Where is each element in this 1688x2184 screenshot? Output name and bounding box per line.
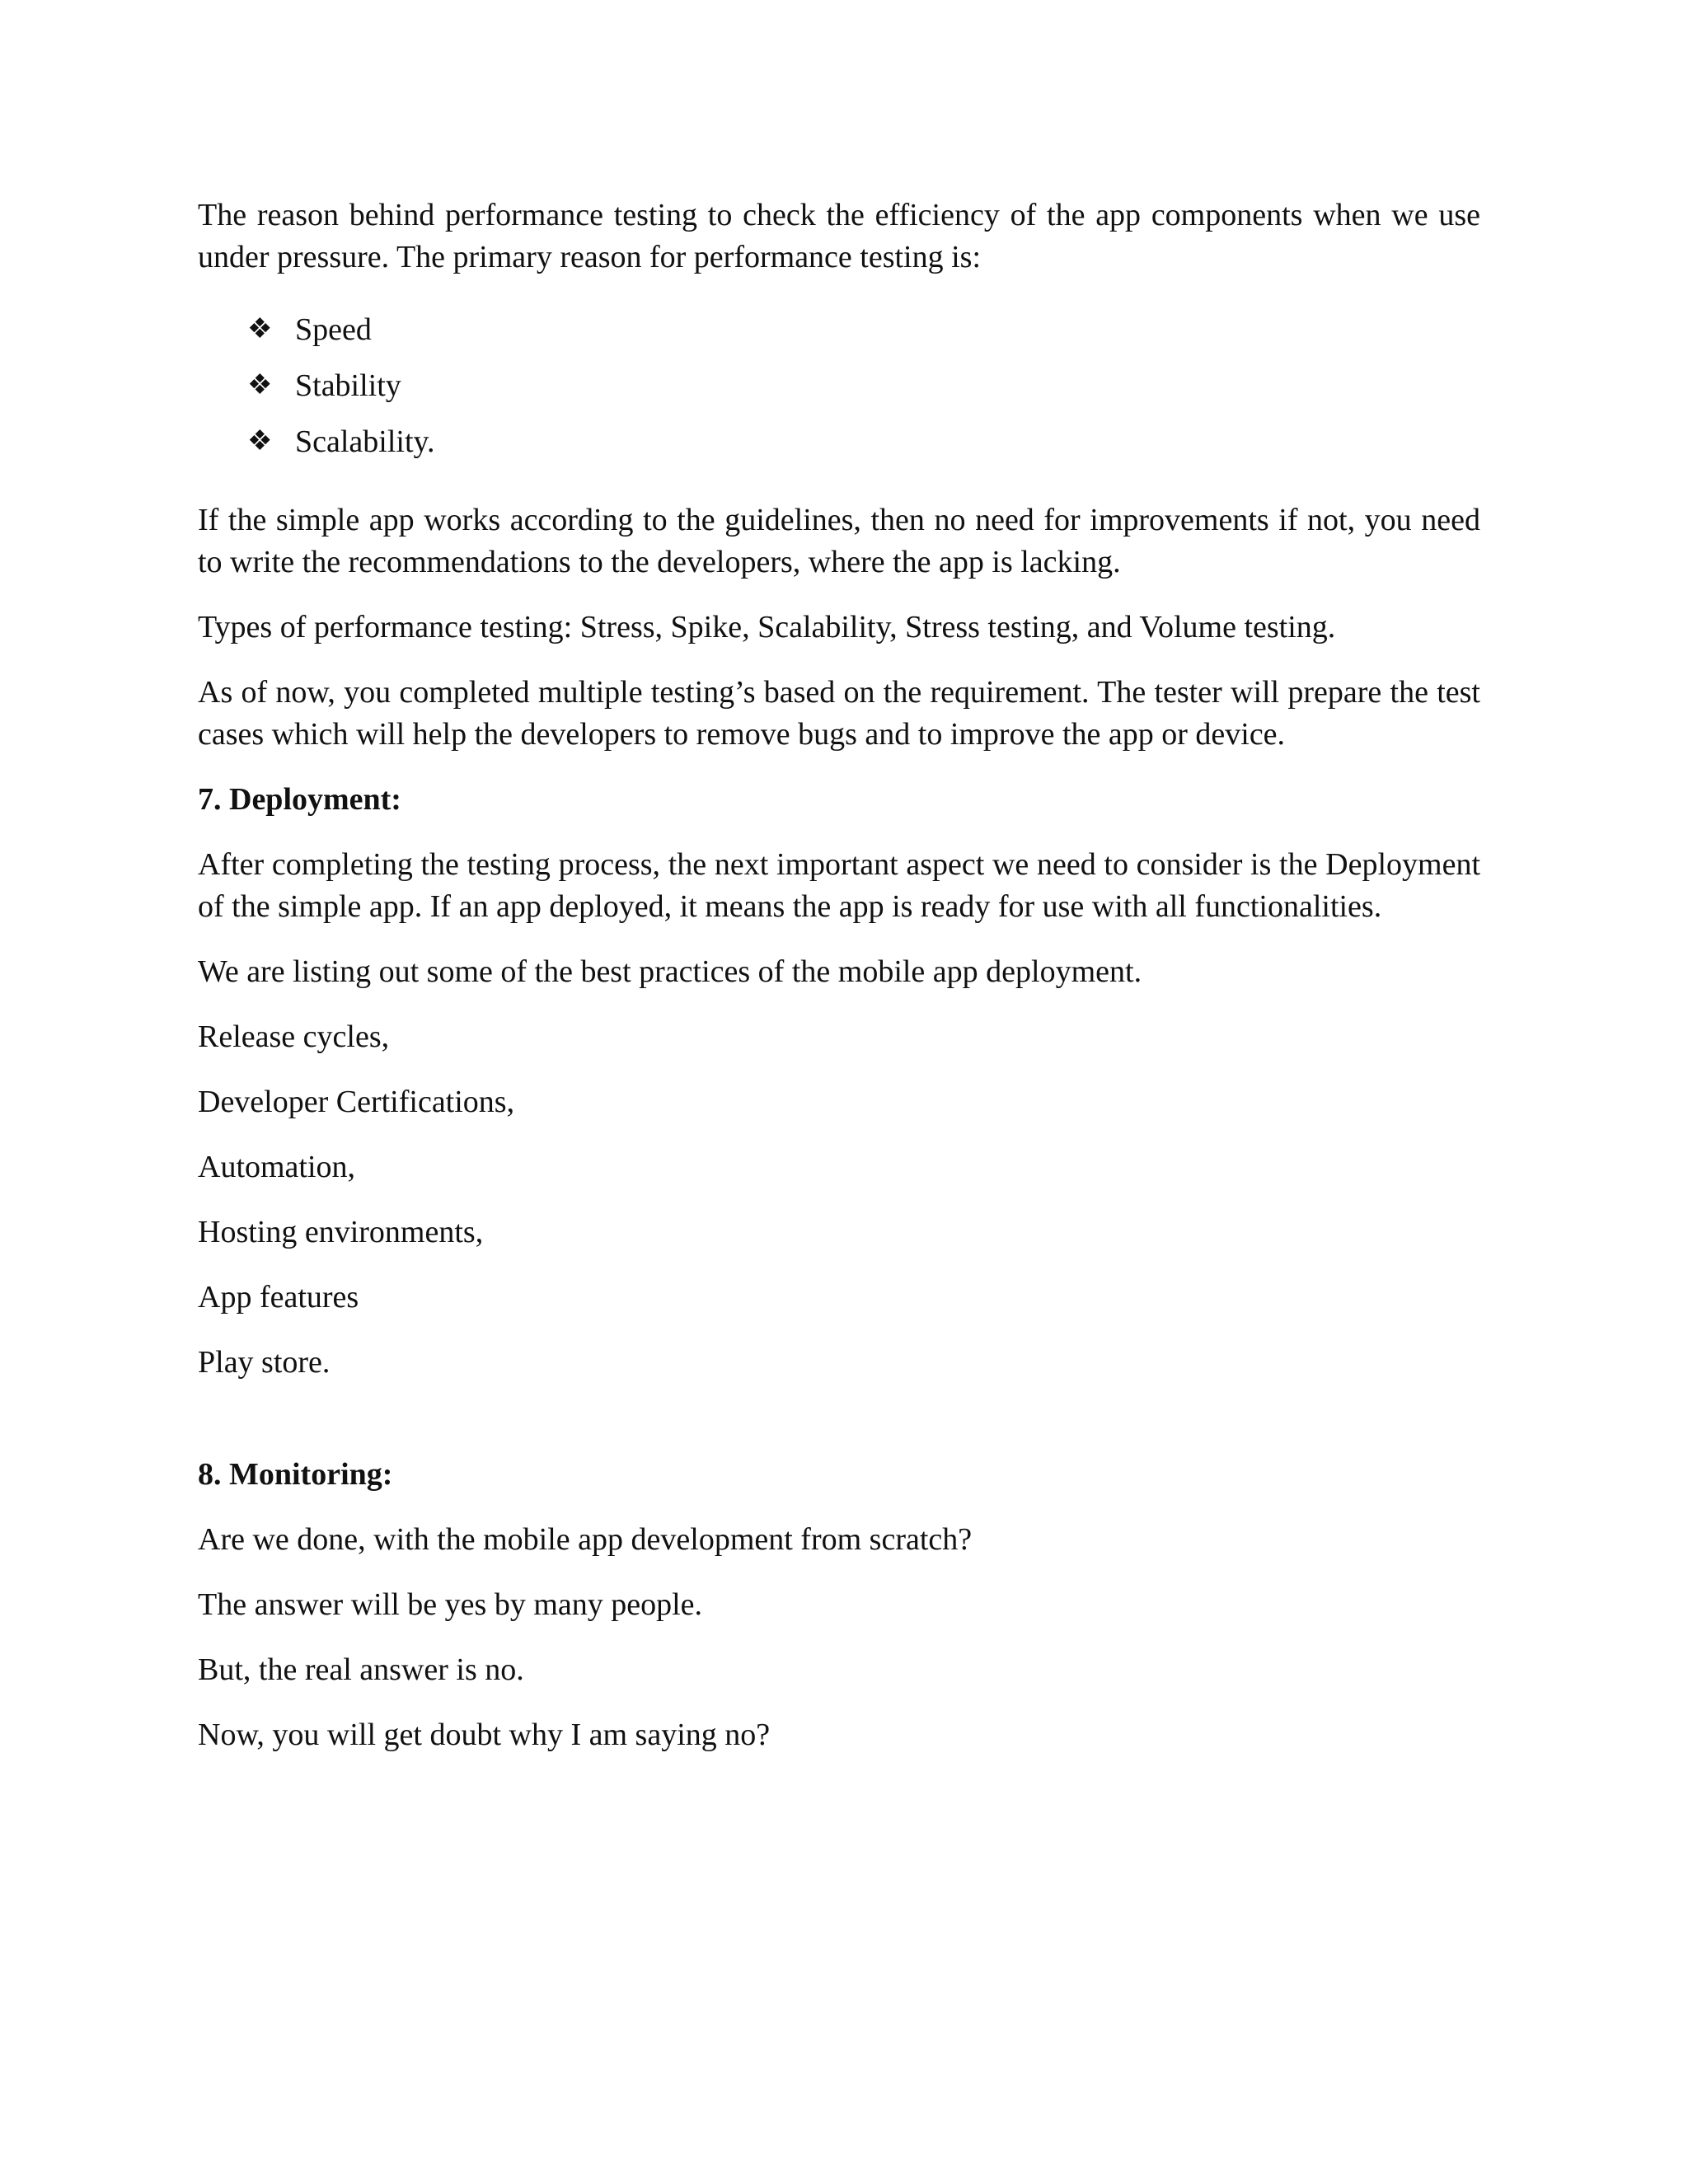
diamond-bullet-icon: ❖ bbox=[247, 370, 273, 401]
deployment-paragraph: After completing the testing process, the next important aspect we need to consider is the Deployment of the simple app. If an app deployed, it means the app is ready for use with all functionalities. bbox=[198, 847, 1480, 924]
list-item-label: Stability bbox=[295, 368, 401, 403]
deployment-practice-item: Automation, bbox=[198, 1150, 356, 1184]
section-spacer bbox=[198, 1407, 1480, 1454]
list-item-label: Speed bbox=[295, 312, 372, 347]
list-item bbox=[247, 302, 1480, 358]
diamond-bullet-icon: ❖ bbox=[247, 426, 273, 457]
deployment-practice-item: Developer Certifications, bbox=[198, 1085, 515, 1119]
intro-paragraph: The reason behind performance testing to check the efficiency of the app components when we use under pressure. The primary reason for performance testing is: bbox=[198, 198, 1480, 274]
types-paragraph: Types of performance testing: Stress, Spike, Scalability, Stress testing, and Volume testing. bbox=[198, 610, 1336, 644]
deployment-practice-item: Release cycles, bbox=[198, 1019, 390, 1054]
monitoring-line: The answer will be yes by many people. bbox=[198, 1587, 703, 1622]
monitoring-line: Are we done, with the mobile app development from scratch? bbox=[198, 1522, 973, 1557]
deployment-practice-item: Hosting environments, bbox=[198, 1215, 484, 1249]
monitoring-line: But, the real answer is no. bbox=[198, 1652, 524, 1687]
deployment-list-intro: We are listing out some of the best practices of the mobile app deployment. bbox=[198, 954, 1142, 989]
list-item-label: Scalability. bbox=[295, 424, 435, 459]
deployment-heading: 7. Deployment: bbox=[198, 782, 401, 817]
performance-reasons-list bbox=[198, 302, 1480, 470]
deployment-practice-item: Play store. bbox=[198, 1345, 331, 1380]
deployment-practice-item: App features bbox=[198, 1280, 359, 1315]
list-item bbox=[247, 358, 1480, 414]
completed-paragraph: As of now, you completed multiple testing’s based on the requirement. The tester will prepare the test cases which will help the developers to remove bugs and to improve the app or device. bbox=[198, 675, 1480, 752]
list-item bbox=[247, 414, 1480, 470]
improvements-paragraph: If the simple app works according to the guidelines, then no need for improvements if not, you need to write the recommendations to the developers, where the app is lacking. bbox=[198, 503, 1480, 579]
document-page bbox=[198, 194, 1480, 1779]
monitoring-line: Now, you will get doubt why I am saying no? bbox=[198, 1718, 771, 1752]
diamond-bullet-icon: ❖ bbox=[247, 314, 273, 344]
monitoring-heading: 8. Monitoring: bbox=[198, 1457, 393, 1492]
